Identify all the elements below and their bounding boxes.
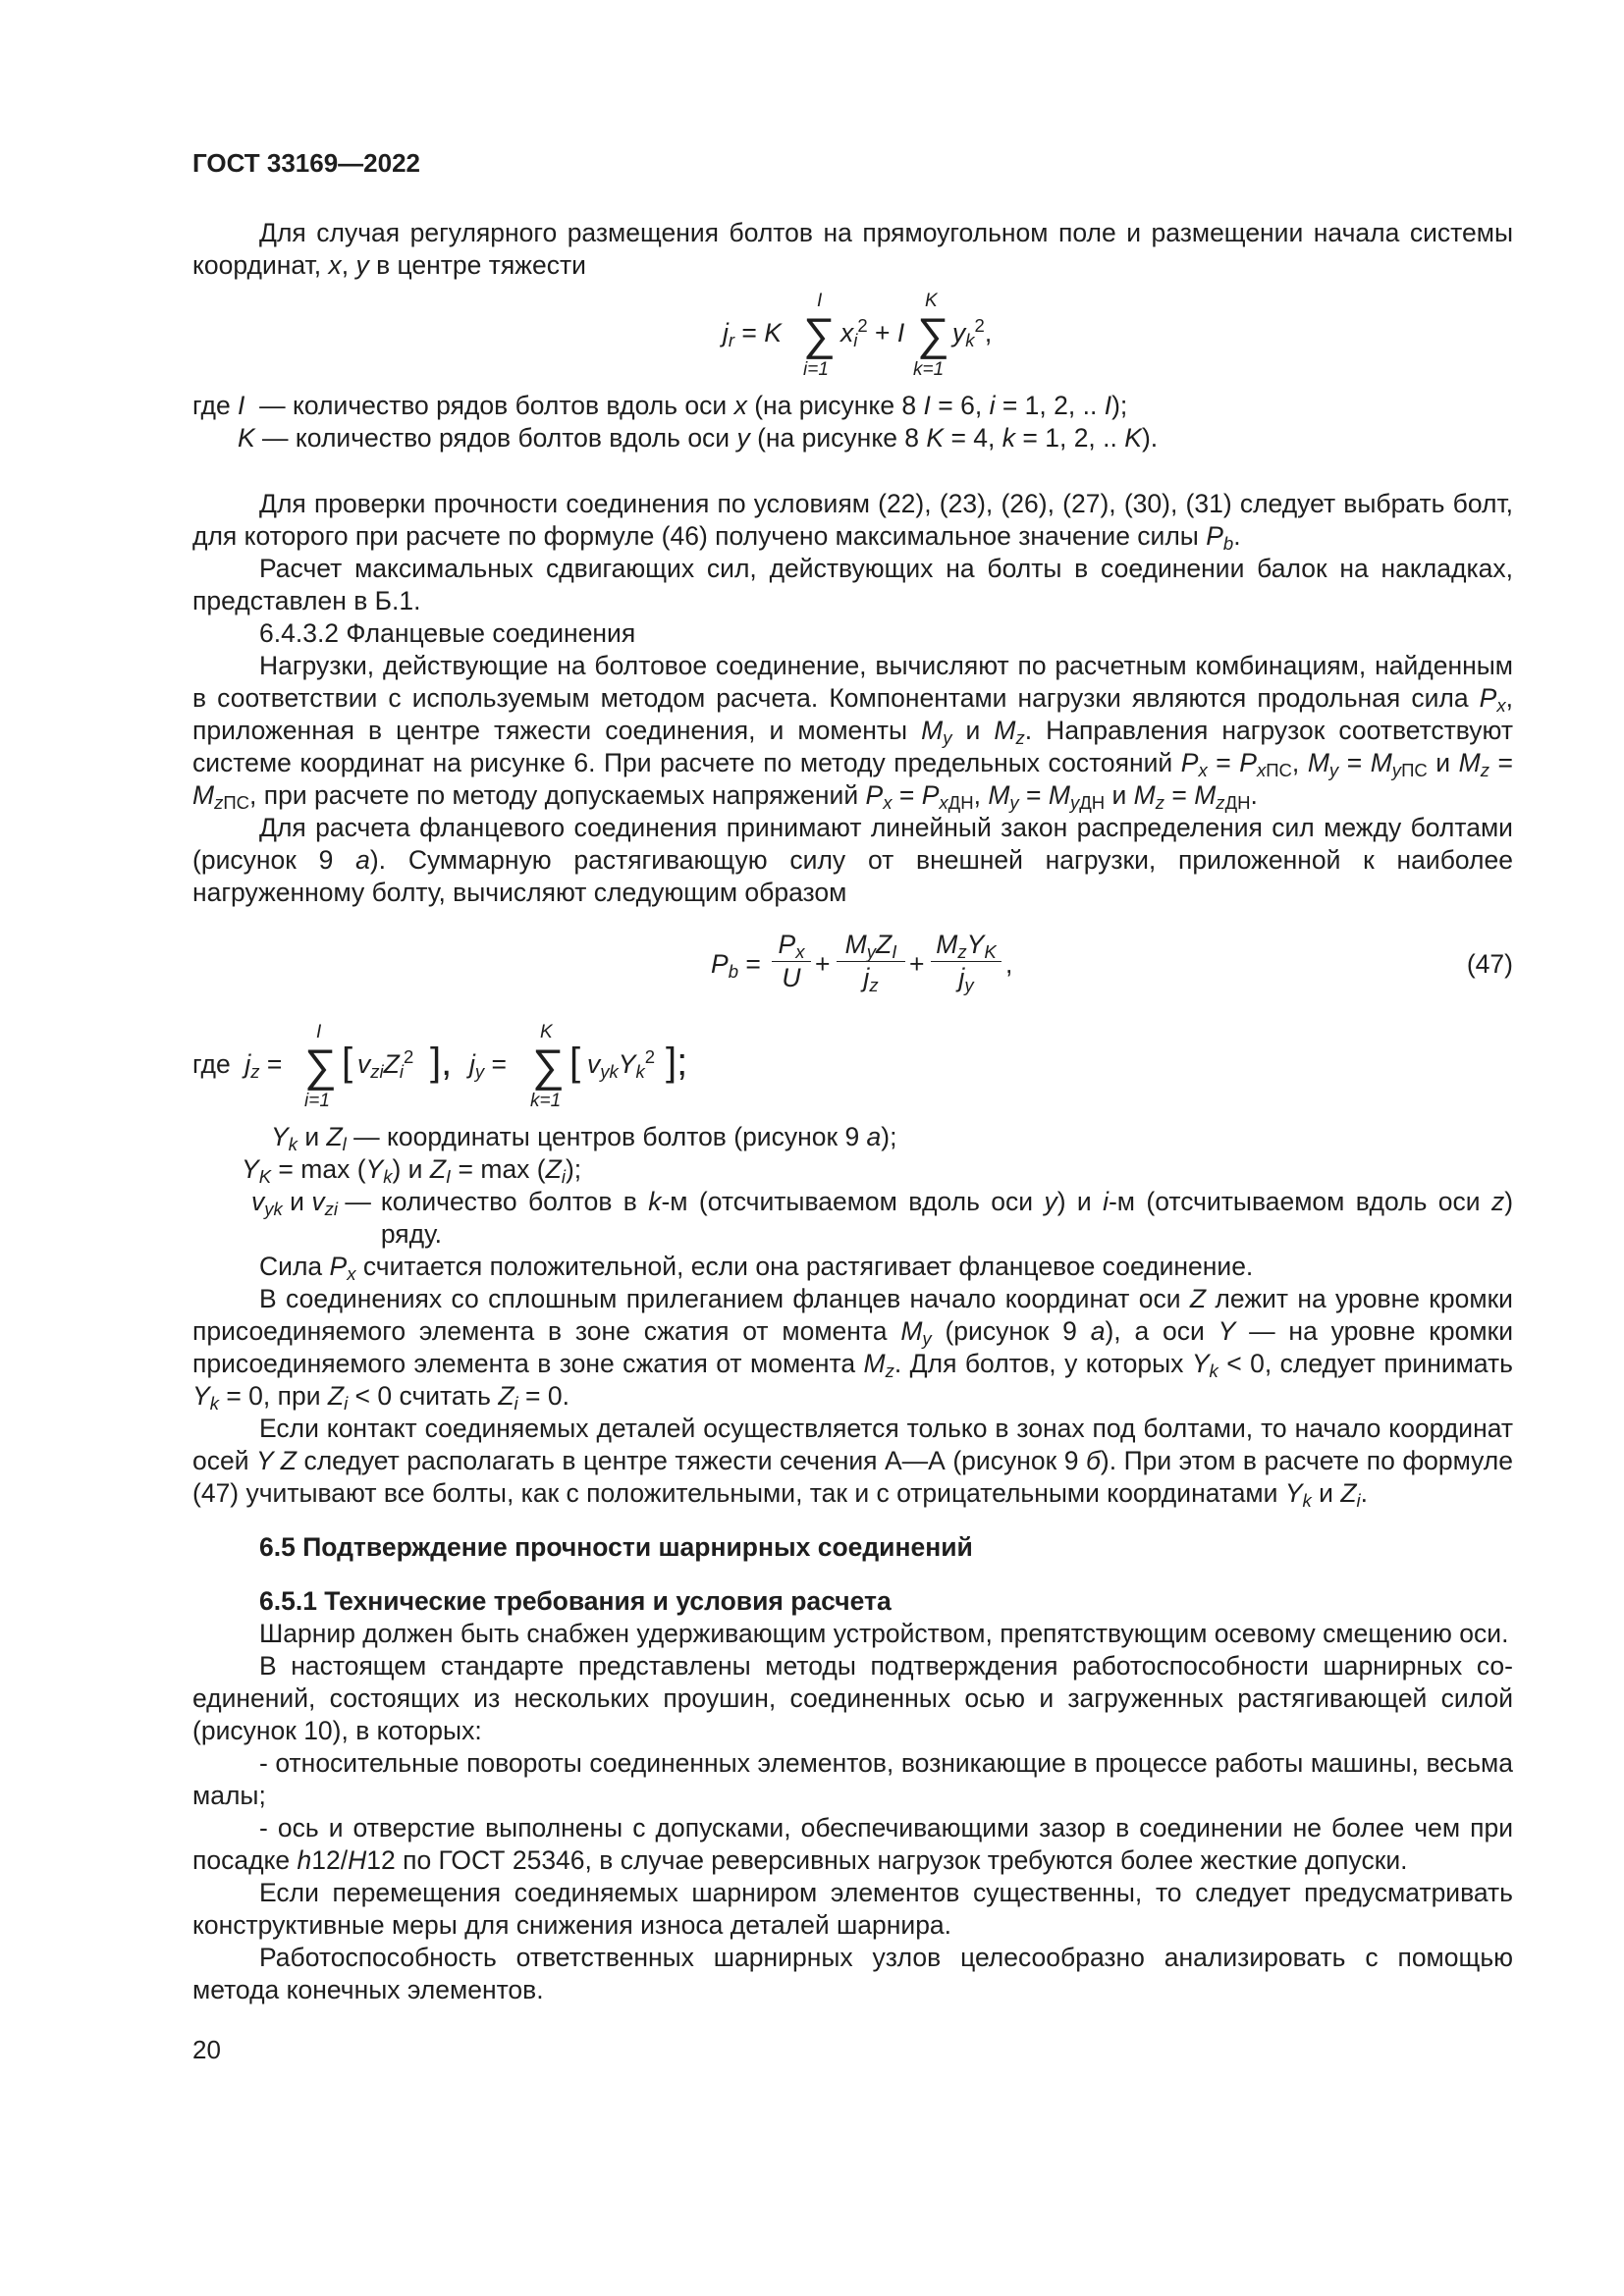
paragraph-hinge-retainer: Шарнир должен быть снабжен удерживающим устройством, препятствующим осевому смещению оси. [259, 1619, 1509, 1648]
paragraph-bolt-zones: Если контакт соединяемых деталей осуществляется только в зонах под болтами, то начало координат осей Y Z следует располагать в центре тяжести сечения А—А (рисунок 9 б). При этом в расчете по формуле (47) учитывают все болты, как с положительными, так и с отрицательными координатами $Y_k$ и $Z_i$. [192, 1414, 1513, 1512]
paragraph-rotations: - относительные повороты соединенных элементов, возникающие в процессе работы машины, весьма малы; [192, 1748, 1513, 1810]
section-6-5-1: 6.5.1 Технические требования и условия расчета [259, 1586, 892, 1616]
paragraph-fem: Работоспособность ответственных шарнирных узлов целесообразно анализировать с помощью метода конечных элементов. [192, 1943, 1513, 2004]
def-vyk-vzi: $v_{yk}$ и $v_{zi}$ — количество болтов в k-м (отсчитываемом вдоль оси y) и i-м (отсчитываемом вдоль оси z) ряду. [251, 1187, 1514, 1249]
paragraph-regular-bolt-layout: Для случая регулярного размещения болтов на прямоугольном поле и размещении начала системы координат, x, y в центре тяжести [192, 218, 1513, 280]
where-block-1 [192, 390, 1513, 454]
equation-number-47: (47) [1466, 949, 1513, 979]
document-page [192, 147, 1513, 2006]
paragraph-wear: Если перемещения соединяемых шарниром элементов существенны, то следует предусматривать конструктивные меры для снижения износа деталей шарнира. [192, 1878, 1513, 1940]
paragraph-px-positive: Сила $P_x$ считается положительной, если она растягивает фланцевое соединение. [259, 1252, 1254, 1285]
formula-jr: $j_r = K$ ∑ I i=1 $x_i^2 + I$ ∑ K k=1 $y_k^2$, [723, 291, 993, 380]
paragraph-tolerances: - ось и отверстие выполнены с допусками, обеспечивающими зазор в соединении не более чем при посадке h12/H12 по ГОСТ 25346, в случае реверсивных нагрузок требуются более жесткие допуски. [192, 1813, 1513, 1875]
paragraph-continuous-contact: В соединениях со сплошным прилеганием фланцев начало координат оси Z лежит на уровне кромки присоединяемого элемента в зоне сжатия от момента $M_y$ (рисунок 9 а), а оси Y — на уровне кромки присоединяемого элемента в зоне сжатия от момента $M_z$. Для болтов, у которых $Y_k < 0$, следует принимать $Y_k = 0$, при $Z_i < 0$ считать $Z_i = 0$. [192, 1284, 1513, 1415]
formula-47: $P_b$ = $\frac{P_x}{U}$ + $M_yZ_I$ $j_z$ + $M_zY_K$ $j_y$ , (47) [711, 930, 1513, 996]
section-6-5: 6.5 Подтверждение прочности шарнирных соединений [259, 1532, 973, 1562]
paragraph-linear-distribution: Для расчета фланцевого соединения принимают линейный закон распределения сил между болтами (рисунок 9 а). Суммарную растягивающую силу от внешней нагрузки, приложенной к наиболее нагруженному болту, вычисляют следующим образом [192, 813, 1513, 907]
page-number: 20 [192, 2035, 221, 2064]
formula-jz-jy: где $j_z$ = ∑ I i=1 [ $v_{zi}Z_i^2$ ], $j_y$ = ∑ K k=1 [ $v_{yk}Y_k^2$ ]; [192, 1022, 688, 1111]
def-max: $Y_K = \max (Y_k)$ и $Z_I = \max (Z_i)$; [242, 1154, 582, 1188]
def-yk-zl: $Y_k$ и $Z_l$ — координаты центров болтов (рисунок 9 а); [271, 1122, 897, 1155]
where-k: K — количество рядов болтов вдоль оси y (на рисунке 8 K = 4, k = 1, 2, .. K). [238, 423, 1159, 453]
section-6-4-3-2: 6.4.3.2 Фланцевые соединения [259, 618, 636, 648]
paragraph-shear-forces: Расчет максимальных сдвигающих сил, действующих на болты в соединении балок на накладках, представлен в Б.1. [192, 554, 1513, 615]
paragraph-hinge-methods: В настоящем стандарте представлены методы подтверждения работоспособности шарнирных соединений, состоящих из нескольких проушин, соединенных осью и загруженных растягивающей силой (рисунок 10), в которых: [192, 1651, 1513, 1745]
where-block-2 [192, 1121, 1513, 1251]
document-header: ГОСТ 33169—2022 [192, 148, 420, 178]
paragraph-flange-loads: Нагрузки, действующие на болтовое соединение, вычисляют по расчетным комбинациям, найденным в соответствии с используемым методом расчета. Компонентами нагрузки являются продольная сила $P_x$, приложенная в центре тяжести соединения, и моменты $M_y$ и $M_z$. Направления нагрузок соответствуют системе координат на рисунке 6. При расчете по методу предельных состояний $P_x = P_{xПС}$, $M_y = M_{yПС}$ и $M_z = M_{zПС}$, при расчете по методу допускаемых напряжений $P_x = P_{xДН}$, $M_y = M_{yДН}$ и $M_z = M_{zДН}$. [192, 651, 1513, 814]
paragraph-strength-check: Для проверки прочности соединения по условиям (22), (23), (26), (27), (30), (31) следует выбрать болт, для которого при расчете по формуле (46) получено максимальное значение силы $P_b$. [192, 489, 1513, 555]
where-l: где I — количество рядов болтов вдоль оси x (на рисунке 8 I = 6, i = 1, 2, .. I); [192, 391, 1128, 420]
